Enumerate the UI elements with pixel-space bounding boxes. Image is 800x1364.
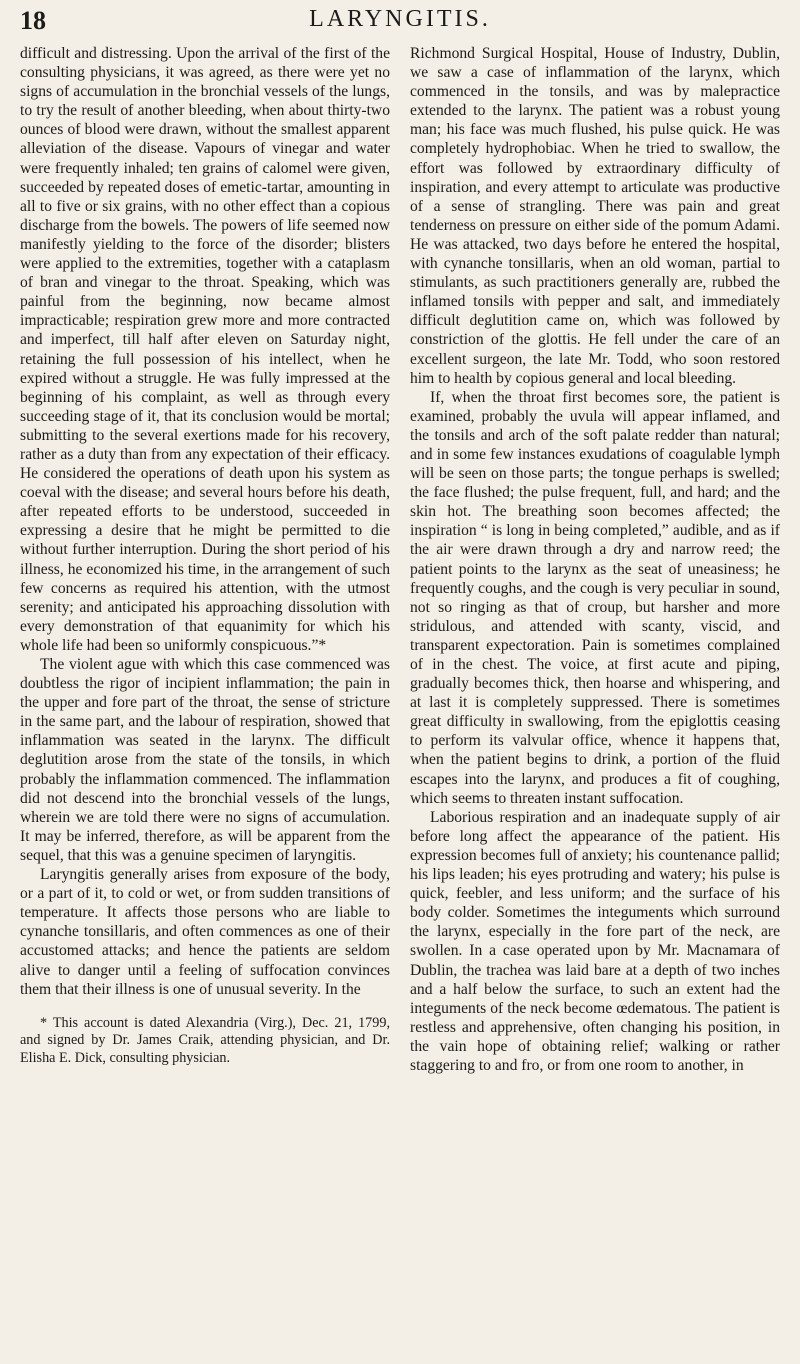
right-column <box>410 44 780 1344</box>
running-head <box>20 6 780 42</box>
text-columns <box>20 44 780 1344</box>
paragraph: If, when the throat first becomes sore, the patient is examined, probably the uvula will appear inflamed, and the tonsils and arch of the soft palate redder than natural; and in some few instances exudations of coagulable lymph will be seen on those parts; the tongue perhaps is swelled; the face flushed; the pulse frequent, full, and hard; and the skin hot. The breathing soon becomes affected; the inspiration “ is long in being completed,” audible, and as if the air were drawn through a dry and narrow reed; the patient points to the larynx as the seat of uneasiness; he frequently coughs, and the cough is very peculiar in sound, not so ringing as that of croup, but harsher and more stridulous, and attended with scanty, viscid, and transparent expectoration. Pain is sometimes complained of in the chest. The voice, at first acute and piping, gradually becomes thick, then hoarse and whispering, and at last it is completely suppressed. There is sometimes great difficulty in swallowing, from the epiglottis ceasing to perform its valvular office, whence it happens that, when the patient begins to drink, a portion of the fluid escapes into the larynx, and produces a fit of coughing, which seems to threaten instant suffocation. <box>410 388 780 807</box>
paragraph: Laryngitis generally arises from exposure of the body, or a part of it, to cold or wet, or from sudden transitions of temperature. It affects those persons who are liable to cynanche tonsillaris, and often commences as one of their accustomed attacks; and hence the patients are seldom alive to danger until a feeling of suffocation convinces them that their illness is one of unusual severity. In the <box>20 866 390 998</box>
left-column <box>20 44 390 1344</box>
paragraph: Richmond Surgical Hospital, House of Industry, Dublin, we saw a case of inflammation of the larynx, which commenced in the tonsils, and was by malepractice extended to the larynx. The patient was a robust young man; his face was much flushed, his pulse quick. He was completely hydrophobiac. When he tried to swallow, the effort was followed by extraordinary difficulty of inspiration, and every attempt to articulate was productive of a sense of strangling. There was pain and great tenderness on pressure on either side of the pomum Adami. He was attacked, two days before he entered the hospital, with cynanche tonsillaris, when an old woman, partial to stimulants, as such practitioners generally are, rubbed the inflamed tonsils with pepper and salt, and immediately difficult deglutition came on, which was followed by constriction of the glottis. He fell under the care of an excellent surgeon, the late Mr. Todd, who soon restored him to health by copious general and local bleeding. <box>410 45 780 387</box>
page-number: 18 <box>20 6 46 35</box>
footnote: * This account is dated Alexandria (Virg.), Dec. 21, 1799, and signed by Dr. James Craik, attending physician, and Dr. Elisha E. Dick, consulting physician. <box>20 1014 390 1066</box>
footnote-separator <box>20 999 390 1005</box>
paragraph: difficult and distressing. Upon the arrival of the first of the consulting physicians, it was agreed, as there were yet no signs of accumulation in the bronchial vessels of the lungs, to try the result of another bleeding, when about thirty-two ounces of blood were drawn, without the smallest apparent alleviation of the disease. Vapours of vinegar and water were frequently inhaled; ten grains of calomel were given, succeeded by repeated doses of emetic-tartar, amounting in all to five or six grains, with no other effect than a copious discharge from the bowels. The powers of life seemed now manifestly yielding to the force of the disorder; blisters were applied to the extremities, together with a cataplasm of bran and vinegar to the throat. Speaking, which was painful from the beginning, now became almost impracticable; respiration grew more and more contracted and imperfect, till half after eleven on Saturday night, retaining the full possession of his intellect, when he expired without a struggle. He was fully impressed at the beginning of his complaint, as well as through every succeeding stage of it, that its conclusion would be mortal; submitting to the several exertions made for his recovery, rather as a duty than from any expectation of their efficacy. He considered the operations of death upon his system as coeval with the disease; and several hours before his death, after repeated efforts to be understood, succeeded in expressing a desire that he might be permitted to die without further interruption. During the short period of his illness, he economized his time, in the arrangement of such few concerns as required his attention, with the utmost serenity; and anticipated his approaching dissolution with every demonstration of that equanimity for which his whole life had been so uniformly conspicuous.”* <box>20 45 390 654</box>
paragraph: The violent ague with which this case commenced was doubtless the rigor of incipient inflammation; the pain in the upper and fore part of the throat, the sense of stricture in the same part, and the labour of respiration, showed that inflammation was seated in the larynx. The difficult deglutition arose from the state of the tonsils, in which probably the inflammation commenced. The inflammation did not descend into the bronchial vessels of the lungs, wherein we are told there were no signs of accumulation. It may be inferred, therefore, as will be apparent from the sequel, that this was a genuine specimen of laryngitis. <box>20 656 390 864</box>
running-title: LARYNGITIS. <box>309 6 491 32</box>
paragraph: Laborious respiration and an inadequate supply of air before long affect the appearance of the patient. His expression becomes full of anxiety; his countenance pallid; his lips leaden; his eyes protruding and watery; his pulse is quick, feebler, and less uniform; and the surface of his body colder. Sometimes the integuments which surround the larynx, especially in the fore part of the neck, are swollen. In a case operated upon by Mr. Macnamara of Dublin, the trachea was laid bare at a depth of two inches and a half below the surface, to such an extent had the integuments of the neck become œdematous. The patient is restless and apprehensive, often changing his position, in the vain hope of obtaining relief; walking or rather staggering to and fro, or from one room to another, in <box>410 808 780 1074</box>
